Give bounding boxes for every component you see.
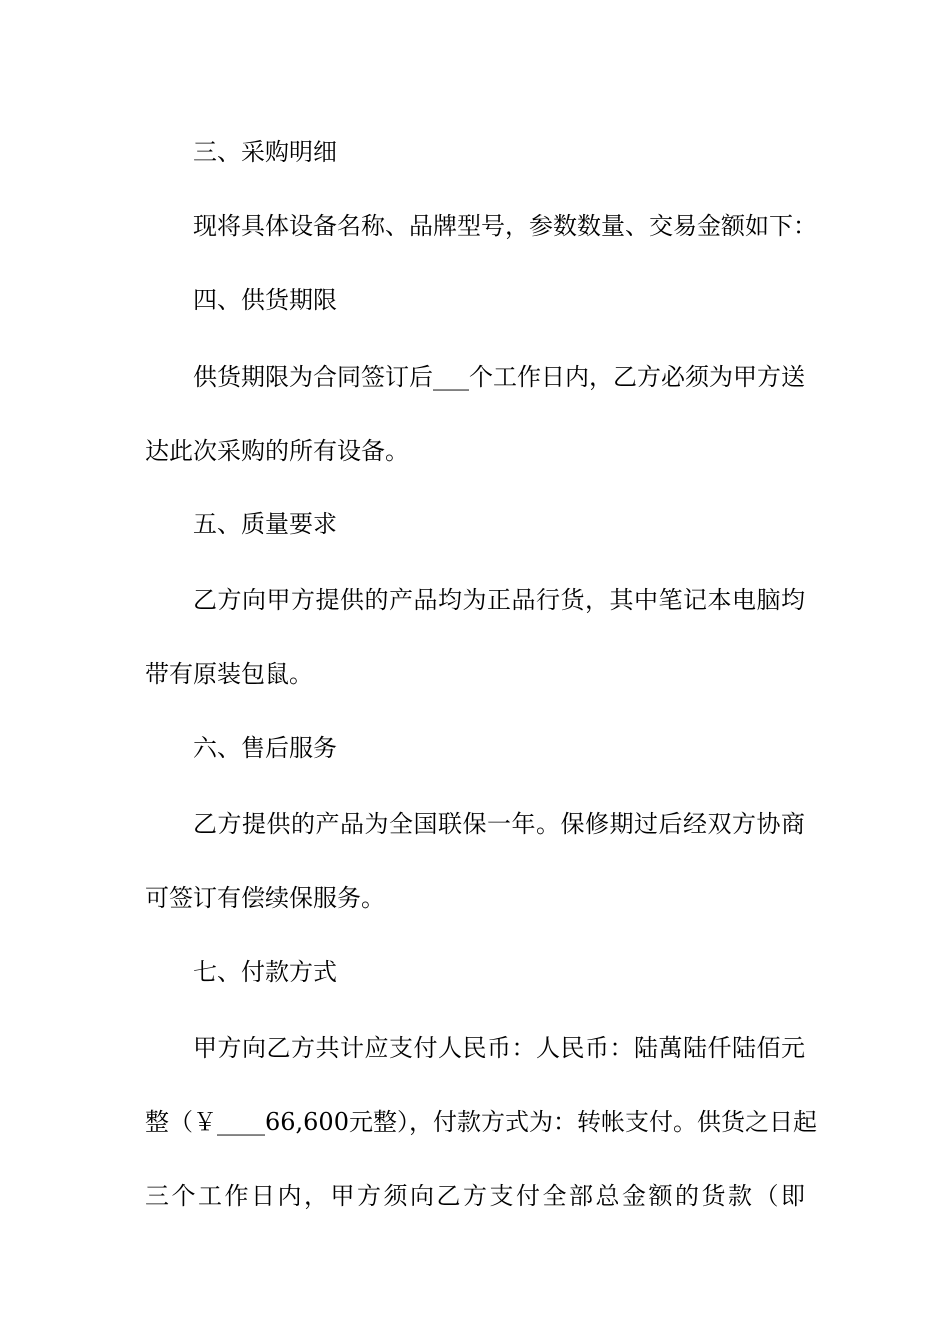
paragraph-line: 供货期限为合同签订后___个工作日内，乙方必须为甲方送 — [193, 363, 805, 391]
section-heading-purchase-details: 三、采购明细 — [193, 138, 337, 166]
section-heading-payment-method: 七、付款方式 — [193, 958, 337, 986]
paragraph-line: 达此次采购的所有设备。 — [145, 437, 409, 465]
paragraph-line: 乙方向甲方提供的产品均为正品行货，其中笔记本电脑均 — [193, 586, 805, 614]
paragraph-line: 整（￥____66,600元整），付款方式为：转帐支付。供货之日起 — [145, 1108, 817, 1136]
section-heading-quality-requirements: 五、质量要求 — [193, 510, 337, 538]
paragraph-line: 甲方向乙方共计应支付人民币：人民币：陆萬陆仟陆佰元 — [193, 1034, 805, 1062]
paragraph-line: 现将具体设备名称、品牌型号，参数数量、交易金额如下： — [193, 212, 817, 240]
paragraph-line: 带有原装包鼠。 — [145, 660, 313, 688]
section-heading-supply-period: 四、供货期限 — [193, 286, 337, 314]
paragraph-line: 可签订有偿续保服务。 — [145, 884, 385, 912]
paragraph-line: 三个工作日内，甲方须向乙方支付全部总金额的货款（即 — [145, 1182, 805, 1210]
section-heading-after-sales-service: 六、售后服务 — [193, 734, 337, 762]
paragraph-line: 乙方提供的产品为全国联保一年。保修期过后经双方协商 — [193, 810, 805, 838]
